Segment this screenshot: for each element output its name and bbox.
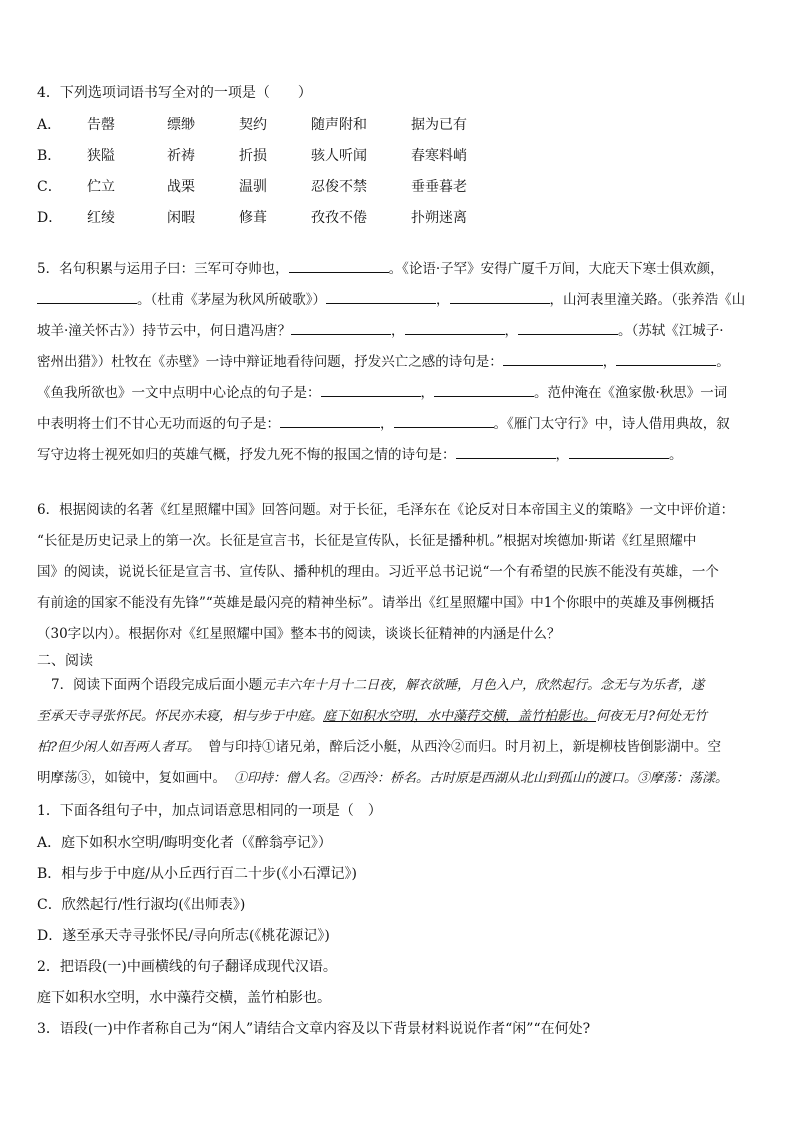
option-word: 红绫 — [87, 210, 115, 226]
q6-line: 有前途的国家不能没有先锋”“英雄是最闪亮的精神坐标”。请举出《红星照耀中国》中1个你眼中的英雄及事例概括 — [37, 595, 715, 611]
q5-text: 5．名句积累与运用子曰：三军可夺帅也， — [37, 261, 289, 277]
answer-blank[interactable] — [289, 258, 389, 273]
q5-text: ， — [391, 323, 405, 339]
sub1-title: 1．下面各组句子中，加点词语意思相同的一项是（ ） — [37, 803, 382, 819]
option-word: 春寒料峭 — [411, 148, 467, 164]
option-word: 随声附和 — [311, 117, 367, 133]
q7-underlined-sentence: 庭下如积水空明，水中藻荇交横，盖竹柏影也。 — [323, 709, 597, 724]
q5-text: 。（苏轼《江城子· — [618, 323, 724, 339]
q4-title: 4．下列选项词语书写全对的一项是（ ） — [37, 85, 312, 101]
q5-text: ， — [380, 416, 394, 432]
option-word: 垂垂暮老 — [411, 179, 467, 195]
option-word: 伫立 — [87, 179, 115, 195]
q4-option-a — [37, 114, 467, 134]
q7-notes: ①印持：僧人名。②西泠：桥名。古时原是西湖从北山到孤山的渡口。③摩荡：荡漾。 — [234, 771, 729, 786]
answer-blank[interactable] — [450, 289, 550, 304]
q7-passage-2: 曾与印持①诸兄弟，醉后泛小艇，从西泠②而归。时月初上，新堤柳枝皆倒影湖中。空 — [207, 739, 721, 755]
section-heading: 二、阅读 — [37, 653, 93, 669]
sub2-title: 2．把语段(一)中画横线的句子翻译成现代汉语。 — [37, 959, 337, 975]
q6-paragraph — [37, 495, 759, 650]
q5-text: ， — [420, 385, 434, 401]
q5-text: 。《雁门太守行》中，诗人借用典故，叙 — [493, 416, 730, 432]
q5-text: 。《论语·子罕》安得广厦千万间，大庇天下寒士俱欢颜， — [388, 261, 724, 277]
q5-text: ， — [555, 447, 569, 463]
sub1-option-a: A．庭下如积水空明/晦明变化者（《醉翁亭记》） — [37, 835, 332, 851]
option-word: 契约 — [239, 117, 267, 133]
option-word: 温驯 — [239, 179, 267, 195]
q5-text: 写守边将士视死如归的英雄气概，抒发九死不悔的报国之情的诗句是： — [37, 447, 456, 463]
option-word: 祈祷 — [167, 148, 195, 164]
q7-passage: 元丰六年十月十二日夜，解衣欲睡，月色入户，欣然起行。念无与为乐者，遂 — [262, 678, 705, 693]
q7-passage: 何夜无月?何处无竹 — [596, 709, 708, 724]
q7-passage-2: 明摩荡③，如镜中，复如画中。 — [37, 770, 226, 786]
q7-passage: 至承天寺寻张怀民。怀民亦未寝，相与步于中庭。 — [37, 709, 324, 724]
sub2-text: 庭下如积水空明，水中藻荇交横，盖竹柏影也。 — [37, 990, 331, 1006]
sub1-option-b: B．相与步于中庭/从小丘西行百二十步(《小石潭记》) — [37, 866, 357, 882]
q4-option-b — [37, 145, 467, 165]
option-word: 狭隘 — [87, 148, 115, 164]
q5-paragraph — [37, 254, 759, 471]
q5-text: 。范仲淹在《渔家傲·秋思》一词 — [534, 385, 728, 401]
option-word: 扑朔迷离 — [411, 210, 467, 226]
answer-blank[interactable] — [569, 444, 669, 459]
q5-text: 。 — [669, 447, 683, 463]
option-letter: B． — [37, 148, 62, 164]
answer-blank[interactable] — [280, 413, 380, 428]
q6-line: （30字以内）。根据你对《红星照耀中国》整本书的阅读，谈谈长征精神的内涵是什么？ — [37, 626, 561, 642]
option-word: 忍俊不禁 — [311, 179, 367, 195]
q5-text: 《鱼我所欲也》一文中点明中心论点的句子是： — [37, 385, 321, 401]
q7-text: 7．阅读下面两个语段完成后面小题 — [51, 677, 263, 693]
q7-passage: 柏?但少闲人如吾两人者耳。 — [37, 740, 200, 755]
q4-option-c — [37, 176, 467, 196]
answer-blank[interactable] — [405, 320, 505, 335]
q5-text: 。（杜甫《茅屋为秋风所破歌》） — [137, 292, 326, 308]
answer-blank[interactable] — [37, 289, 137, 304]
q5-text: ， — [504, 323, 519, 339]
answer-blank[interactable] — [456, 444, 556, 459]
answer-blank[interactable] — [394, 413, 494, 428]
option-letter: A． — [37, 117, 62, 133]
answer-blank[interactable] — [321, 382, 421, 397]
option-word: 闲暇 — [167, 210, 195, 226]
sub3-title: 3．语段(一)中作者称自己为“闲人”请结合文章内容及以下背景材料说说作者“闲”“在何处? — [37, 1021, 591, 1037]
option-word: 据为已有 — [411, 117, 467, 133]
q5-text: 密州出猎》）杜牧在《赤壁》一诗中辩证地看待问题，抒发兴亡之感的诗句是： — [37, 354, 503, 370]
q5-text: 中表明将士们不甘心无功而返的句子是： — [37, 416, 280, 432]
option-word: 告罄 — [87, 117, 115, 133]
answer-blank[interactable] — [434, 382, 534, 397]
option-word: 战栗 — [167, 179, 195, 195]
q5-text: ， — [436, 292, 450, 308]
q5-text: ，山河表里潼关路。（张养浩《山 — [549, 292, 746, 308]
answer-blank[interactable] — [291, 320, 391, 335]
sub1-option-c: C．欣然起行/性行淑均(《出师表》) — [37, 897, 246, 913]
option-word: 修葺 — [239, 210, 267, 226]
q6-line: “长征是历史记录上的第一次。长征是宣言书，长征是宣传队，长征是播种机。”根据对埃德加·斯诺《红星照耀中 — [37, 533, 697, 549]
q7-paragraph — [37, 670, 759, 794]
sub1-option-d: D．遂至承天寺寻张怀民/寻向所志(《桃花源记》) — [37, 928, 330, 944]
q5-text: 坡羊·潼关怀古》）持节云中，何日遣冯唐？ — [37, 323, 292, 339]
option-word: 缥缈 — [167, 117, 195, 133]
q5-text: 。 — [716, 354, 730, 370]
option-word: 骇人听闻 — [311, 148, 367, 164]
answer-blank[interactable] — [616, 351, 716, 366]
answer-blank[interactable] — [503, 351, 603, 366]
q4-option-d — [37, 207, 467, 227]
option-word: 折损 — [239, 148, 267, 164]
answer-blank[interactable] — [518, 320, 618, 335]
q6-line: 国》的阅读，说说长征是宣言书、宣传队、播种机的理由。习近平总书记说“一个有希望的民族不能没有英雄，一个 — [37, 564, 719, 580]
option-letter: D． — [37, 210, 63, 226]
option-word: 孜孜不倦 — [311, 210, 367, 226]
answer-blank[interactable] — [326, 289, 436, 304]
option-letter: C． — [37, 179, 62, 195]
q6-line: 6．根据阅读的名著《红星照耀中国》回答问题。对于长征，毛泽东在《论反对日本帝国主义的策略》一文中评价道： — [37, 502, 735, 518]
q5-text: ， — [602, 354, 617, 370]
